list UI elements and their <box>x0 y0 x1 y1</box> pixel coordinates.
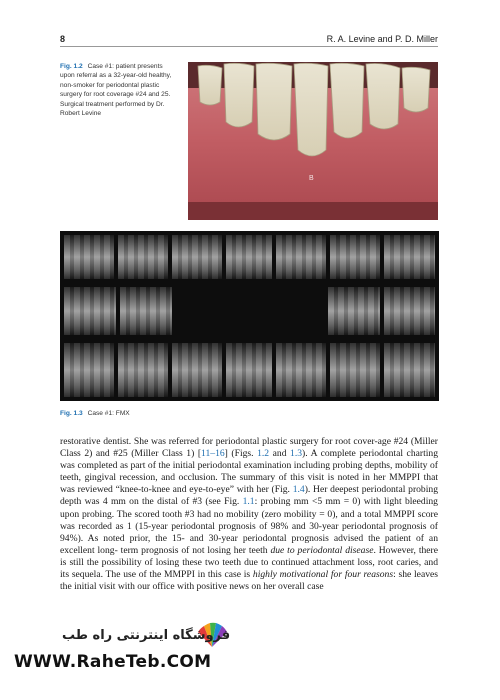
text-segment: and <box>269 448 291 460</box>
text-segment: ). A complete periodontal charting was completed as part of the initial periodontal examination including probing depths, mobility of teeth, gingival recession, and occlusion. The summary of this visit is noted in her MMPPI that was reviewed “knee-to-knee and eye-to-eye” with her (Fig. <box>60 448 438 496</box>
paragraph-text <box>60 436 438 593</box>
radiograph <box>328 287 380 335</box>
text-segment: . However, there is still the possibility of losing these two teeth due to continued attachment loss, root caries, and its sequela. The use of the MMPPI in this case is <box>60 544 438 581</box>
text-segment: : she leaves the initial visit with our office with positive news on her overall case <box>60 569 438 593</box>
teeth-photo-image <box>188 62 438 220</box>
page-header <box>60 30 438 47</box>
radiograph <box>172 343 222 397</box>
radiograph <box>118 235 168 279</box>
radiograph <box>330 343 380 397</box>
figure-1-2-clinical-photo <box>188 62 438 220</box>
watermark-persian-text: فروشگاه اینترنتی راه طب <box>62 628 231 643</box>
caption-text: Case #1: FMX <box>87 410 130 417</box>
figure-link[interactable]: 1.1 <box>242 496 255 508</box>
radiograph <box>64 287 116 335</box>
radiograph <box>276 235 326 279</box>
radiograph <box>226 235 272 279</box>
citation-link[interactable]: 11–16 <box>201 448 225 460</box>
running-head: R. A. Levine and P. D. Miller <box>326 34 438 44</box>
figure-link[interactable]: 1.3 <box>290 448 303 460</box>
photo-letter: B <box>309 175 314 182</box>
text-segment: ] (Figs. <box>224 448 258 460</box>
text-segment: : probing mm <5 mm = 0) with light bleeding upon probing. The scored tooth #3 had no mobility (zero mobility = 0), and a total MMPPI score was recorded as 1 (15-year periodontal prognosis of 98% and 30-year periodontal prognosis of 94%). As noted prior, the 15- and 30-year periodontal prognosis advised the patient of an excellent long- term prognosis of not losing her teeth <box>60 496 438 556</box>
figure-link[interactable]: 1.4 <box>292 484 305 496</box>
figure-1-2-caption <box>60 62 178 118</box>
radiograph <box>384 343 435 397</box>
figure-1-3-fmx <box>60 231 439 401</box>
text-segment: restorative dentist. She was referred for periodontal plastic surgery for root cover-age #24 (Miller Class 2) and #25 (Miller Class 1) [ <box>60 436 438 460</box>
watermark-url[interactable]: WWW.RaheTeb.COM <box>14 652 212 672</box>
emphasis-text: due to periodontal disease <box>270 544 374 556</box>
radiograph <box>276 343 326 397</box>
figure-label: Fig. 1.3 <box>60 410 83 417</box>
emphasis-text: highly motivational for four reasons <box>252 569 394 581</box>
radiograph <box>172 235 222 279</box>
radiograph <box>226 343 272 397</box>
figure-link[interactable]: 1.2 <box>257 448 270 460</box>
figure-label: Fig. 1.2 <box>60 63 83 70</box>
radiograph <box>384 235 435 279</box>
radiograph <box>64 343 114 397</box>
radiograph <box>120 287 172 335</box>
watermark <box>0 618 235 690</box>
body-paragraph <box>60 436 438 593</box>
caption-text: Case #1: patient presents upon referral as a 32-year-old healthy, non-smoker for periodontal plastic surgery for root coverage #24 and 25. Surgical treatment performed by Dr. Robert Levine <box>60 63 172 118</box>
radiograph <box>64 235 114 279</box>
radiograph <box>118 343 168 397</box>
radiograph <box>330 235 380 279</box>
radiograph <box>384 287 435 335</box>
figure-1-3-caption <box>60 409 130 418</box>
page-number: 8 <box>60 34 66 44</box>
text-segment: ). Her deepest periodontal probing depth was 4 mm on the distal of #3 (see Fig. <box>60 484 438 508</box>
